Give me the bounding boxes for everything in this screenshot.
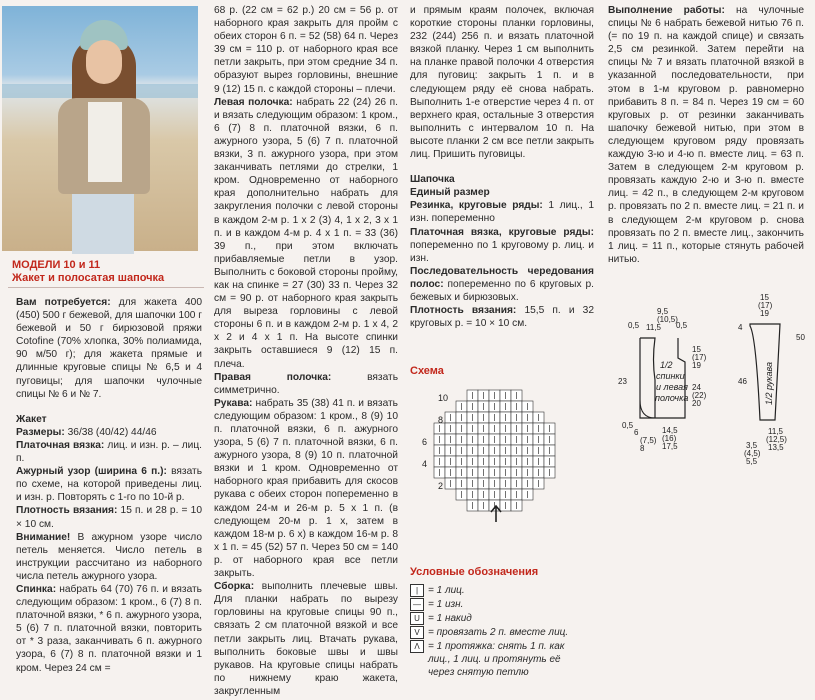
dim-bottom-7: 17,5 (662, 442, 678, 451)
sleeve-bottom-3: 13,5 (768, 443, 784, 452)
column-1 (16, 296, 202, 675)
sleeve-bottom-4: 3,5 (746, 441, 758, 450)
front-label-2: спинки (656, 371, 685, 381)
sizes-paragraph: Размеры: 36/38 (40/42) 44/46 (16, 426, 157, 438)
row-number-4: 4 (422, 459, 428, 469)
front-label-3: и левая (656, 382, 688, 392)
back-paragraph: Спинка: набрать 64 (70) 76 п. и вязать следующим образом: 1 кром., 6 (7) 8 п. платочной вязки, * 6 п. ажурного узора, 5 (6) 7 п. платочной вязки, повторить от * 3 раза, заканчивать 6 п. ажурного узора, 6 (7) 8 п. платочной вязки и 1 кром. Через 24 см = (16, 583, 202, 674)
stripe-paragraph: Последовательность чередования полос: попеременно по 6 круговых р. бежевых и бирюзовых. (410, 265, 594, 303)
ssk-symbol-icon: Λ (410, 640, 424, 653)
column-4 (608, 4, 804, 266)
model-title-line2: Жакет и полосатая шапочка (12, 272, 165, 284)
sleeve-bottom-2: (12,5) (766, 435, 787, 444)
model-photo (2, 6, 198, 251)
knit-symbol-icon: | (410, 584, 424, 597)
model-title (12, 259, 164, 285)
sleeve-bottom-5: (4,5) (744, 449, 761, 458)
dim-right-1: 15 (692, 345, 701, 354)
legend-item-ssk: Λ = 1 протяжка: снять 1 п. как лиц., 1 лиц. и протянуть её через снятую петлю (410, 640, 580, 679)
assembly-paragraph: Сборка: выполнить плечевые швы. Для планки набрать по вырезу горловины на круговые спицы 90 п., связать 2 см платочной вязкой и все петли закрыть лиц. Втачать рукава, выполнить боковые швы и швы рукавов. На круговые спицы набрать по нижнему краю жакета, закругленным (214, 581, 398, 697)
legend-item-k2tog: V = провязать 2 п. вместе лиц. (410, 626, 580, 639)
sleeve-right: 50 (796, 333, 805, 342)
sleeves-paragraph: Рукава: набрать 35 (38) 41 п. и вязать следующим образом: 1 кром., 8 (9) 10 п. платочной вязки, 6 п. ажурного узора, 5 (6) 7 п. платочной вязки, 6 п. ажурного узора, 8 (9) 10 п. платочной вязки и 1 кром. Одновременно от наборного края прибавить для скосов рукава с обеих сторон попеременно в каждом 24-м и 26-м р. 5 х 1 п. (в следующем 20-м р. 1 х, затем в каждом 18-м р. 6 х) в каждом 16-м р. 8 х 1 п. = 45 (52) 57 п. Через 50 см = 140 р. от наборного края все петли закрыть. (214, 397, 398, 580)
column-2 (214, 4, 398, 698)
dim-top-mid2: (10,5) (657, 315, 678, 324)
dim-top-mid3: 9,5 (657, 307, 669, 316)
front-piece-curve (640, 400, 655, 418)
front-label-4: полочка (655, 393, 689, 403)
legend-item-purl: — = 1 изн. (410, 598, 580, 611)
materials-paragraph (16, 296, 202, 401)
sleeve-top-2: (17) (758, 301, 773, 310)
sleeve-height: 46 (738, 377, 747, 386)
left-front-paragraph: Левая полочка: набрать 22 (24) 26 п. и вязать следующим образом: 1 кром., 6 (7) 8 п. платочной вязки, 6 п. ажурного узора, 5 (6) 7 п. платочной вязки, 3 п. ажурного узора, при этом заканчивать петлями до стрелки, 1 кром. Одновременно от наборного края дополнительно набрать для закругления полочки с левой стороны в каждом 2-м р. 1 х 2 (3) 4, 1 х 2, 3 х 1 п. и в каждом 4-м р. 4 х 1 п. = 33 (36) 39 п., при этом включать прибавляемые петли в узор. Выполнить с боковой стороны пройму, как на спинке = 27 (30) 33 п. Через 32 см = 90 р. от наборного края закрыть для выреза горловины с левой стороны 6 п. и в каждом 2-м р. 1 х 4, 2 х 2 и 4 х 1 п. На высоте спинки закрыть оставшиеся 9 (12) 15 п. плеча. (214, 96, 398, 370)
back-continued: 68 р. (22 см = 62 р.) 20 см = 56 р. от наборного края закрыть для пройм с обеих сторон 6 п. = 52 (58) 64 п. Через 39 см = 110 р. от наборного края все петли закрыть, при этом средние 34 п. образуют вырез горловины, внешние 9 (12) 15 п. с каждой стороны – плечи. (214, 5, 398, 95)
dim-mid-height-2: (22) (692, 391, 707, 400)
dim-bottom-6: (16) (662, 434, 677, 443)
dim-bottom-3: (7,5) (640, 436, 657, 445)
column-3 (410, 4, 594, 330)
dim-top-right: 0,5 (676, 321, 688, 330)
materials-label: Вам потребуется: (16, 297, 111, 308)
dim-top-left: 0,5 (628, 321, 640, 330)
dim-bottom-4: 8 (640, 444, 645, 453)
sleeve-top-1: 15 (760, 293, 769, 302)
legend-item-yarnover: U = 1 накид (410, 612, 580, 625)
row-number-2: 2 (438, 481, 444, 491)
assembly-continued: и прямым краям полочек, включая короткие стороны планки горловины, 232 (244) 256 п. и вязать платочной вязкой планку. Через 1 см выполнить на планке правой полочки 4 отверстия для пуговиц: закрыть 1 п. и в следующем ряду её снова набрать. Выполнить 1-е отверстие через 4 п. от верхнего края, остальные 3 отверстия выполнить с интервалом 10 п. На высоте планки 2 см все петли закрыть лиц. Пришить пуговицы. (410, 5, 594, 161)
stockinette-paragraph: Платочная вязка: лиц. и изн. р. – лиц. п. (16, 439, 202, 465)
jacket-heading: Жакет (16, 413, 47, 425)
front-label-1: 1/2 (660, 360, 673, 370)
legend-item-knit: | = 1 лиц. (410, 584, 580, 597)
photo-top (88, 102, 122, 182)
work-paragraph: Выполнение работы: на чулочные спицы № 6 набрать бежевой нитью 76 п. (= по 19 п. на каждой спице) и связать 2,5 см резинкой. Затем перейти на спицы № 7 и вязать платочной вязкой в указанной последовательности, при этом в 1-м круговом р. равномерно прибавить 8 п. = 84 п. Через 19 см = 60 круговых р. от резинки заканчивать шапочку бежевой нитью, при этом в следующем круговом ряду провязать каждую 3-ю и 4-ю п. вместе лиц. = 63 п. Затем в следующем 2-м круговом р. провязать каждую 2-ю и 3-ю п. вместе лиц. = 42 п., в следующем 2-м круговом р. провязать по 2 п. вместе лиц. = 21 п. и в следующем 2-м круговом р. снова провязать по 2 п. вместе лиц., закончить 1 лиц. = 11 п., которые стянуть рабочей нитью. (608, 5, 804, 265)
photo-jeans (72, 194, 134, 254)
row-number-8: 8 (438, 415, 444, 425)
attention-paragraph: Внимание! В ажурном узоре число петель меняется. Число петель в инструкции рассчитано из наборного числа петель ажурного узора. (16, 531, 202, 582)
density-paragraph: Плотность вязания: 15 п. и 28 р. = 10 × 10 см. (16, 505, 203, 530)
dim-bottom-5: 14,5 (662, 426, 678, 435)
hat-density-paragraph: Плотность вязания: 15,5 п. и 32 круговых р. = 10 × 10 см. (410, 305, 594, 330)
hat-size: Единый размер (410, 187, 490, 199)
divider (8, 287, 204, 288)
sleeve-top-3: 19 (760, 309, 769, 318)
dim-mid-height-1: 24 (692, 383, 701, 392)
materials-text: для жакета 400 (450) 500 г бежевой, для шапочки 100 г бежевой и 50 г бирюзовой пряжи Cotofine (70% хлопка, 30% полиамида, 90 м/50 г); для жакета прямые и длинные круговые спицы № 6,5 и 4 пуговицы; для шапочки чулочные спицы № 6 и № 7. (16, 297, 202, 400)
sleeve-bottom-6: 5,5 (746, 457, 758, 466)
lace-chart (418, 388, 578, 528)
sleeve-bottom-1: 11,5 (768, 427, 783, 436)
lace-paragraph: Ажурный узор (ширина 6 п.): вязать по схеме, на которой приведены лиц. и изн. р. Повторять с 1-го по 10-й р. (16, 466, 202, 504)
yarnover-symbol-icon: U (410, 612, 424, 625)
legend-title: Условные обозначения (410, 566, 539, 578)
chart-cells (434, 390, 555, 511)
dim-top-mid: 11,5 (646, 323, 661, 332)
rib-paragraph: Резинка, круговые ряды: 1 лиц., 1 изн. попеременно (410, 200, 594, 225)
photo-face (86, 40, 122, 84)
dim-left-height: 23 (618, 377, 627, 386)
dim-bottom-2: 6 (634, 428, 639, 437)
row-number-10: 10 (438, 393, 449, 403)
dim-bottom-1: 0,5 (622, 421, 634, 430)
dim-right-3: 19 (692, 361, 701, 370)
sleeve-left: 4 (738, 323, 743, 332)
right-front-paragraph: Правая полочка: вязать симметрично. (214, 371, 399, 396)
dim-right-2: (17) (692, 353, 707, 362)
hat-stockinette-paragraph: Платочная вязка, круговые ряды: попеременно по 1 круговому р. лиц. и изн. (410, 226, 594, 264)
model-title-line1: МОДЕЛИ 10 и 11 (12, 259, 101, 271)
row-number-6: 6 (422, 437, 428, 447)
sleeve-label: 1/2 рукава (764, 362, 774, 405)
dim-mid-height-3: 20 (692, 399, 701, 408)
pattern-schematics (600, 293, 810, 475)
k2tog-symbol-icon: V (410, 626, 424, 639)
purl-symbol-icon: — (410, 598, 424, 611)
legend (410, 584, 580, 680)
schema-title: Схема (410, 365, 444, 377)
hat-heading: Шапочка (410, 174, 455, 186)
